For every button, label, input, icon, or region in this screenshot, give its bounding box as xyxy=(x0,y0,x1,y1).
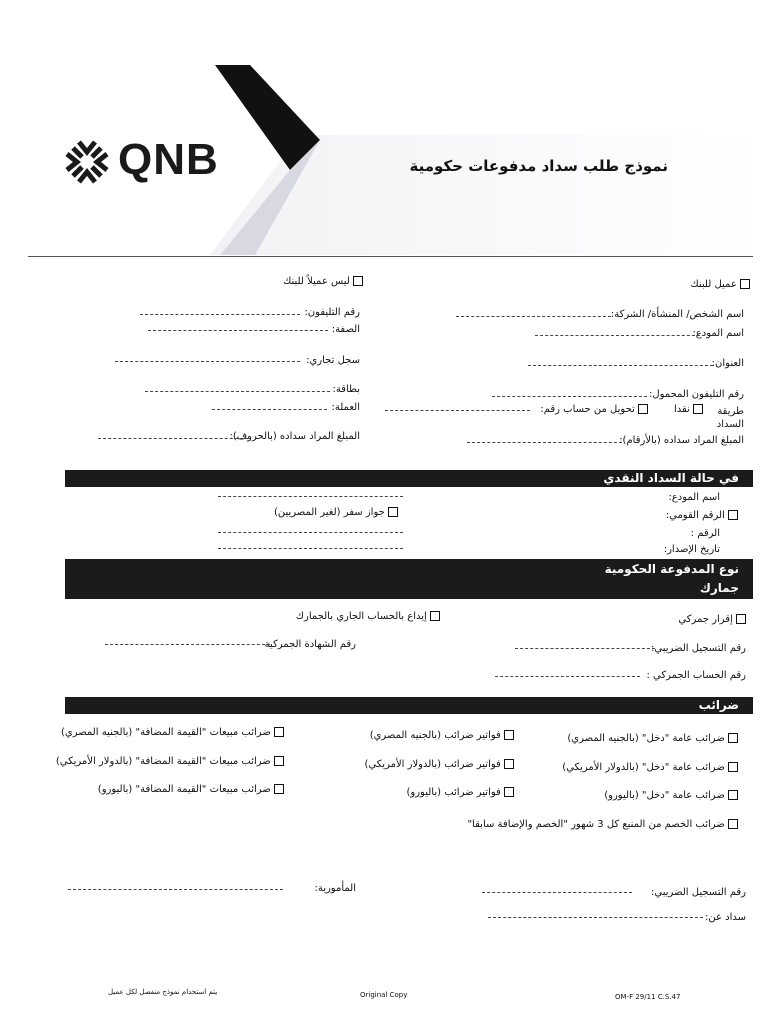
mobile-label: رقم التليفون المحمول: xyxy=(648,389,744,400)
currency-field[interactable] xyxy=(212,409,327,410)
paid-for-label: سداد عن: xyxy=(705,912,746,923)
cash-depositor-field[interactable] xyxy=(218,496,403,497)
tax-col1-item-0[interactable]: ضرائب عامة "دخل" (بالجنيه المصري) xyxy=(567,733,738,744)
is-client-checkbox[interactable]: عميل للبنك xyxy=(690,279,750,290)
checkbox-icon[interactable] xyxy=(274,727,284,737)
withholding-tax-checkbox[interactable]: ضرائب الخصم من المنبع كل 3 شهور "الخصم والإضافة سابقا" xyxy=(467,819,738,830)
cash-checkbox[interactable]: نقدا xyxy=(674,404,703,415)
tax-col1-item-1[interactable]: ضرائب عامة "دخل" (بالدولار الأمريكي) xyxy=(562,762,738,773)
header-graphic xyxy=(0,0,768,260)
customs-tax-reg-label: رقم التسجيل الضريبي: xyxy=(651,643,746,654)
payment-method-label: طريقة السداد xyxy=(716,406,744,430)
customs-declaration-checkbox[interactable]: إقرار جمركي xyxy=(678,614,746,625)
cash-section-header: في حالة السداد النقدي xyxy=(65,470,753,487)
card-field[interactable] xyxy=(145,391,330,392)
checkbox-icon[interactable] xyxy=(740,279,750,289)
taxes-header: ضرائب xyxy=(65,697,753,714)
cash-depositor-label: اسم المودع: xyxy=(668,492,720,503)
tax-col1-item-2[interactable]: ضرائب عامة "دخل" (باليورو) xyxy=(604,790,738,801)
qnb-logo-icon xyxy=(62,137,112,187)
footer-form-code: OM-F 29/11 C.S.47 xyxy=(615,993,681,1001)
office-label: المأمورية: xyxy=(314,883,356,894)
checkbox-icon[interactable] xyxy=(388,507,398,517)
tax-col2-item-2[interactable]: فواتير ضرائب (باليورو) xyxy=(407,787,515,798)
tax-col3-item-2[interactable]: ضرائب مبيعات "القيمة المضافة" (باليورو) xyxy=(98,784,284,795)
checkbox-icon[interactable] xyxy=(504,759,514,769)
depositor-field[interactable] xyxy=(535,335,705,336)
number-label: الرقم : xyxy=(690,528,720,539)
issue-date-label: تاريخ الإصدار: xyxy=(663,544,720,555)
card-label: بطاقة: xyxy=(332,384,360,395)
taxes-tax-reg-label: رقم التسجيل الضريبي: xyxy=(651,887,746,898)
transfer-account-field[interactable] xyxy=(385,410,530,411)
amount-numbers-label: المبلغ المراد سداده (بالأرقام): xyxy=(619,435,744,446)
tax-col2-item-1[interactable]: فواتير ضرائب (بالدولار الأمريكي) xyxy=(365,759,514,770)
footer-note: يتم استخدام نموذج منفصل لكل عميل xyxy=(108,988,218,996)
amount-numbers-field[interactable] xyxy=(467,442,622,443)
tax-col3-item-0[interactable]: ضرائب مبيعات "القيمة المضافة" (بالجنيه المصري) xyxy=(61,727,284,738)
page-title: نموذج طلب سداد مدفوعات حكومية xyxy=(409,157,668,175)
capacity-label: الصفة: xyxy=(331,324,360,335)
not-client-checkbox[interactable]: ليس عميلاً للبنك xyxy=(283,276,363,287)
amount-words-label: المبلغ المراد سداده (بالحروف): xyxy=(229,431,360,442)
checkbox-icon[interactable] xyxy=(274,756,284,766)
phone-label: رقم التليفون: xyxy=(304,307,360,318)
issue-date-field[interactable] xyxy=(218,548,403,549)
customs-tax-reg-field[interactable] xyxy=(515,648,655,649)
depositor-label: اسم المودع: xyxy=(692,328,744,339)
footer-copy-label: Original Copy xyxy=(360,991,408,999)
checkbox-icon[interactable] xyxy=(353,276,363,286)
checkbox-icon[interactable] xyxy=(736,614,746,624)
phone-field[interactable] xyxy=(140,314,300,315)
payment-type-header: نوع المدفوعة الحكومية جمارك xyxy=(65,559,753,599)
checkbox-icon[interactable] xyxy=(430,611,440,621)
checkbox-icon[interactable] xyxy=(274,784,284,794)
checkbox-icon[interactable] xyxy=(638,404,648,414)
number-field[interactable] xyxy=(218,532,403,533)
checkbox-icon[interactable] xyxy=(728,819,738,829)
address-label: العنوان: xyxy=(711,358,744,369)
checkbox-icon[interactable] xyxy=(728,733,738,743)
customs-account-field[interactable] xyxy=(495,676,640,677)
amount-words-field[interactable] xyxy=(98,438,248,439)
office-field[interactable] xyxy=(68,889,283,890)
tax-col3-item-1[interactable]: ضرائب مبيعات "القيمة المضافة" (بالدولار الأمريكي) xyxy=(56,756,284,767)
header-divider xyxy=(28,256,753,257)
national-id-checkbox[interactable]: الرقم القومي: xyxy=(666,510,738,521)
checkbox-icon[interactable] xyxy=(504,787,514,797)
checkbox-icon[interactable] xyxy=(728,762,738,772)
paid-for-field[interactable] xyxy=(488,917,703,918)
qnb-logo-text: QNB xyxy=(118,135,219,184)
checkbox-icon[interactable] xyxy=(728,510,738,520)
customs-deposit-checkbox[interactable]: إيداع بالحساب الجاري بالجمارك xyxy=(296,611,440,622)
checkbox-icon[interactable] xyxy=(693,404,703,414)
commercial-reg-field[interactable] xyxy=(115,361,300,362)
name-field[interactable] xyxy=(456,316,611,317)
name-label: اسم الشخص/ المنشأة/ الشركة: xyxy=(610,309,744,320)
passport-checkbox[interactable]: جواز سفر (لغير المصريين) xyxy=(274,507,398,518)
mobile-field[interactable] xyxy=(492,396,647,397)
tax-col2-item-0[interactable]: فواتير ضرائب (بالجنيه المصري) xyxy=(370,730,514,741)
checkbox-icon[interactable] xyxy=(504,730,514,740)
currency-label: العملة: xyxy=(331,402,360,413)
customs-cert-label: رقم الشهادة الجمركية xyxy=(264,639,356,650)
commercial-reg-label: سجل تجاري: xyxy=(306,355,360,366)
customs-account-label: رقم الحساب الجمركي : xyxy=(646,670,746,681)
address-field[interactable] xyxy=(528,365,713,366)
transfer-checkbox[interactable]: تحويل من حساب رقم: xyxy=(540,404,648,415)
taxes-tax-reg-field[interactable] xyxy=(482,892,632,893)
customs-cert-field[interactable] xyxy=(105,644,270,645)
capacity-field[interactable] xyxy=(148,330,328,331)
checkbox-icon[interactable] xyxy=(728,790,738,800)
